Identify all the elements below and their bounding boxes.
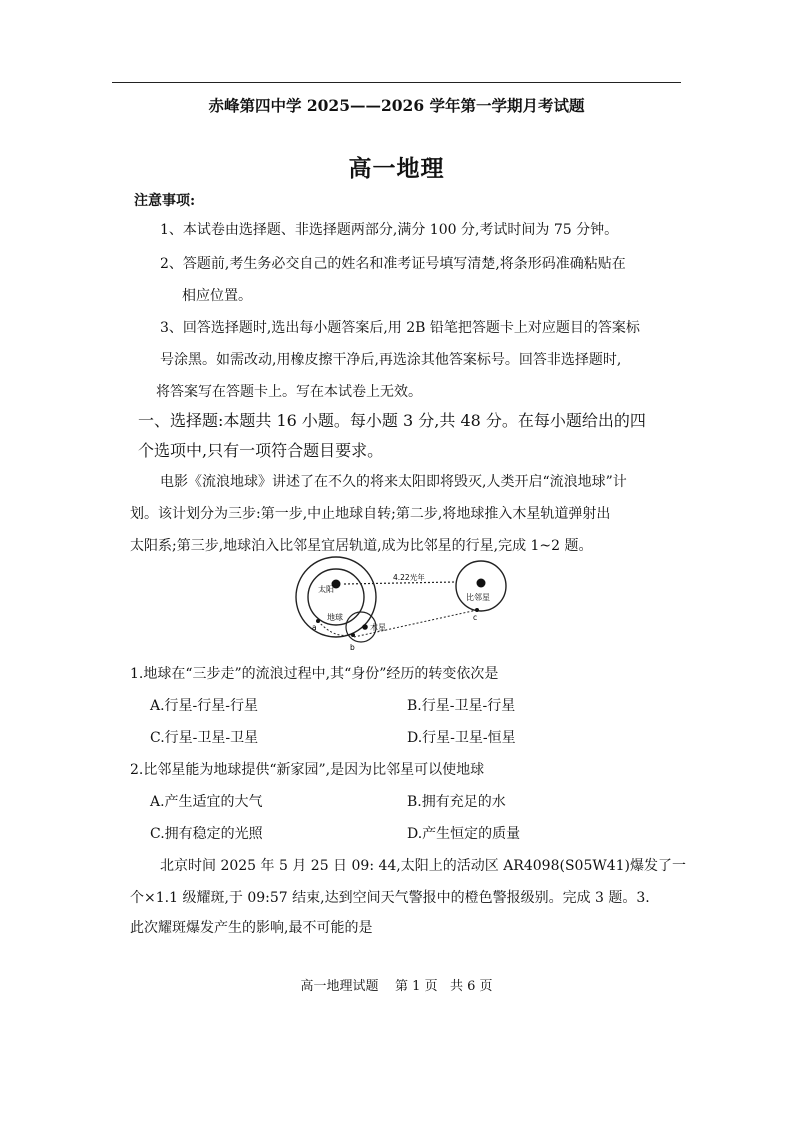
passage1-line1: 电影《流浪地球》讲述了在不久的将来太阳即将毁灭,人类开启“流浪地球”计 [160,474,627,490]
point-c-label: c [473,613,478,622]
notice-item-3-cont2: 将答案写在答题卡上。写在本试卷上无效。 [156,384,422,400]
sun-label: 太阳 [318,585,334,594]
wandering-earth-diagram [290,555,520,655]
question-1-option-b: B.行星-卫星-行星 [407,698,516,714]
proxima-label: 比邻星 [466,593,490,602]
passage2-line3: 此次耀斑爆发产生的影响,最不可能的是 [130,920,373,936]
question-2-option-d: D.产生恒定的质量 [407,826,521,842]
point-b-dot [351,633,355,637]
question-1-stem: 1.地球在“三步走”的流浪过程中,其“身份”经历的转变依次是 [130,666,499,682]
subject-title: 高一地理 [348,155,445,182]
question-2-option-c: C.拥有稳定的光照 [150,826,263,842]
notice-title: 注意事项: [134,193,196,209]
jupiter-label: 木星 [370,623,386,632]
point-a-label: a [312,623,317,632]
question-2-option-a: A.产生适宜的大气 [150,794,263,810]
question-1-option-d: D.行星-卫星-恒星 [407,730,516,746]
question-1-option-c: C.行星-卫星-卫星 [150,730,259,746]
school-title: 赤峰第四中学 2025——2026 学年第一学期月考试题 [208,96,585,115]
question-2-stem: 2.比邻星能为地球提供“新家园”,是因为比邻星可以使地球 [130,762,485,778]
section-title-line1: 一、选择题:本题共 16 小题。每小题 3 分,共 48 分。在每小题给出的四 [138,411,646,430]
proxima-dot [477,579,486,588]
passage1-line3: 太阳系;第三步,地球泊入比邻星宜居轨道,成为比邻星的行星,完成 1~2 题。 [130,538,593,554]
jupiter-dot [362,624,368,630]
notice-item-2-cont: 相应位置。 [182,288,252,304]
point-b-label: b [350,643,355,652]
point-c-dot [475,608,479,612]
passage2-line2: 个×1.1 级耀斑,于 09:57 结束,达到空间天气警报中的橙色警报级别。完成 3 题。3. [130,890,650,906]
earth-label: 地球 [327,613,343,622]
header-rule [112,82,681,83]
page-footer: 高一地理试题 第 1 页 共 6 页 [300,979,493,994]
distance-label: 4.22光年 [393,573,425,582]
section-title-line2: 个选项中,只有一项符合题目要求。 [138,441,384,460]
question-1-option-a: A.行星-行星-行星 [150,698,259,714]
notice-item-2: 2、答题前,考生务必交自己的姓名和准考证号填写清楚,将条形码准确粘贴在 [160,256,626,272]
question-2-option-b: B.拥有充足的水 [407,794,506,810]
passage2-line1: 北京时间 2025 年 5 月 25 日 09: 44,太阳上的活动区 AR4098(S05W41)爆发了一 [160,858,687,874]
notice-item-1: 1、本试卷由选择题、非选择题两部分,满分 100 分,考试时间为 75 分钟。 [160,222,619,238]
notice-item-3: 3、回答选择题时,选出每小题答案后,用 2B 铅笔把答题卡上对应题目的答案标 [160,320,640,336]
notice-item-3-cont1: 号涂黑。如需改动,用橡皮擦干净后,再选涂其他答案标号。回答非选择题时, [160,352,622,368]
passage1-line2: 划。该计划分为三步:第一步,中止地球自转;第二步,将地球推入木星轨道弹射出 [130,506,611,522]
